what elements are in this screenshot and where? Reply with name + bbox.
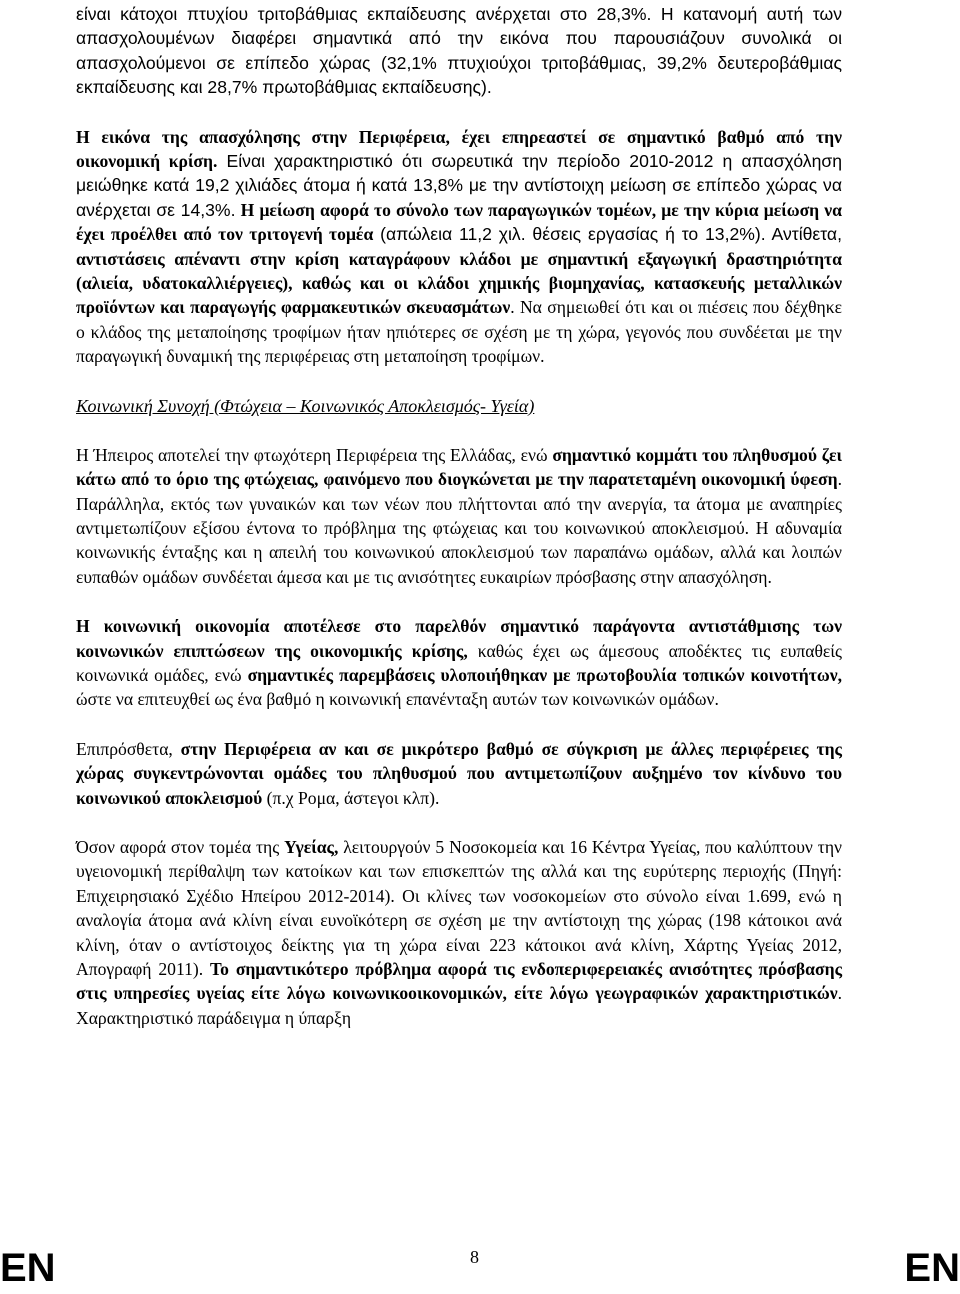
page-number: 8 bbox=[470, 1247, 479, 1267]
paragraph-health bbox=[76, 835, 842, 1030]
paragraph-spacer bbox=[76, 810, 842, 835]
bold-run: σημαντικές παρεμβάσεις υλοποιήθηκαν με πρωτοβουλία τοπικών κοινοτήτων, bbox=[247, 664, 842, 685]
paragraph-spacer bbox=[76, 100, 842, 125]
text-run: Επιπρόσθετα, bbox=[76, 738, 181, 759]
paragraph-spacer bbox=[76, 589, 842, 614]
text-run: καθώς έχει ως άμεσους αποδέκτες τις ευπαθείς κοινωνικά ομάδες, ενώ bbox=[76, 640, 842, 685]
text-run: λειτουργούν 5 Νοσοκομεία και 16 Κέντρα Υγείας, που καλύπτουν την υγειονομική περίθαλψη των κατοίκων και των επισκεπτών της αλλά και της ευρύτερης περιοχής (Πηγή: Επιχειρησιακό Σχέδιο Ηπείρου 2012-2014). Οι κλίνες των νοσοκομείων στο σύνολο είναι 1.699, ενώ η αναλογία άτομα ανά κλίνη είναι ευνοϊκότερη σε σχέση με την αντίστοιχη της χώρας (198 κάτοικοι ανά κλίνη, όταν ο αντίστοιχος δείκτης για τη χώρα είναι 223 κάτοικοι ανά κλίνη, Χάρτης Υγείας 2012, Απογραφή 2011). bbox=[76, 836, 842, 979]
bold-run: Η εικόνα της απασχόλησης στην Περιφέρεια, έχει επηρεαστεί σε σημαντικό βαθμό από την οικονομική κρίση. bbox=[76, 126, 842, 172]
text-run: (απώλεια 11,2 χιλ. θέσεις εργασίας ή το 13,2%). Αντίθετα, bbox=[373, 224, 842, 245]
bold-run: Υγείας, bbox=[284, 836, 339, 857]
footer-language-tag-left: EN bbox=[0, 1246, 56, 1290]
paragraph-spacer bbox=[76, 369, 842, 394]
bold-run: σημαντικό κομμάτι του πληθυσμού ζει κάτω από το όριο της φτώχειας, φαινόμενο που διογκώνεται με την παρατεταμένη οικονομική ύφεση bbox=[76, 444, 842, 490]
paragraph-poverty bbox=[76, 443, 842, 589]
bold-run: αντιστάσεις απέναντι στην κρίση καταγράφουν κλάδοι με σημαντική εξαγωγική δραστηριότητα (αλιεία, υδατοκαλλιέργειες), καθώς και οι κλάδοι χημικής βιομηχανίας, κατασκευής μεταλλικών προϊόντων και παραγωγής φαρμακευτικών σκευασμάτων bbox=[76, 248, 842, 318]
text-run: Η Ήπειρος αποτελεί την φτωχότερη Περιφέρεια της Ελλάδας, ενώ bbox=[76, 444, 553, 465]
section-heading: Κοινωνική Συνοχή (Φτώχεια – Κοινωνικός Αποκλεισμός- Υγεία) bbox=[76, 395, 535, 416]
document-page bbox=[76, 0, 842, 1030]
bold-run: Η μείωση αφορά το σύνολο των παραγωγικών τομέων, με την κύρια μείωση να έχει προέλθει από τον τριτογενή τομέα bbox=[76, 199, 842, 245]
paragraph-employment-education bbox=[76, 2, 842, 100]
footer-language-tag-right: EN bbox=[904, 1246, 960, 1290]
text-run: Είναι χαρακτηριστικό ότι σωρευτικά την περίοδο 2010-2012 η απασχόληση μειώθηκε κατά 19,2 χιλιάδες άτομα ή κατά 13,8% με την αντίστοιχη μείωση σε επίπεδο χώρας να ανέρχεται σε 14,3%. bbox=[76, 151, 842, 220]
paragraph-social-economy bbox=[76, 614, 842, 712]
text-run: . Παράλληλα, εκτός των γυναικών και των νέων που πλήττονται από την ανεργία, τα άτομα με αναπηρίες αντιμετωπίζουν εξίσου έντονα το πρόβλημα της φτώχειας και του κοινωνικού αποκλεισμού. Η αδυναμία κοινωνικής ένταξης και η απειλή του κοινωνικού αποκλεισμού των παραπάνω ομάδων, αλλά και λοιπών ευπαθών ομάδων συνδέεται άμεσα και με τις ανισότητες ευκαιρίων πρόσβασης στην απασχόληση. bbox=[76, 469, 842, 587]
text-run: (π.χ Ρομα, άστεγοι κλπ). bbox=[262, 787, 440, 808]
bold-run: Το σημαντικότερο πρόβλημα αφορά τις ενδοπεριφερειακές ανισότητες πρόσβασης στις υπηρεσίες υγείας είτε λόγω κοινωνικοοικονομικών, είτε λόγω γεωγραφικών χαρακτηριστικών bbox=[76, 959, 842, 1004]
bold-run: Η κοινωνική οικονομία αποτέλεσε στο παρελθόν σημαντικό παράγοντα αντιστάθμισης των κοινωνικών επιπτώσεων της οικονομικής κρίσης, bbox=[76, 616, 842, 661]
text-run: είναι κάτοχοι πτυχίου τριτοβάθμιας εκπαίδευσης ανέρχεται στο 28,3%. Η κατανομή αυτή των απασχολουμένων διαφέρει σημαντικά από την εικόνα που παρουσιάζουν συνολικά οι απασχολούμενοι σε επίπεδο χώρας (32,1% πτυχιούχοι τριτοβάθμιας, 39,2% δευτεροβάθμιας εκπαίδευσης και 28,7% πρωτοβάθμιας εκπαίδευσης). bbox=[76, 4, 842, 98]
text-run: Όσον αφορά στον τομέα της bbox=[76, 836, 285, 857]
paragraph-exclusion-groups bbox=[76, 737, 842, 810]
text-run: ώστε να επιτευχθεί ως ένα βαθμό η κοινωνική επανένταξη αυτών των κοινωνικών ομάδων. bbox=[76, 689, 719, 710]
text-run: . Χαρακτηριστικό παράδειγμα η ύπαρξη bbox=[76, 983, 842, 1028]
paragraph-spacer bbox=[76, 418, 842, 443]
paragraph-employment-crisis bbox=[76, 125, 842, 369]
text-run: . Να σημειωθεί ότι και οι πιέσεις που δέχθηκε ο κλάδος της μεταποίησης τροφίμων ήταν ηπιότερες σε σχέση με τη χώρα, γεγονός που συνδέεται με την παραγωγική δυναμική της περιφέρειας στη μεταποίηση τροφίμων. bbox=[76, 297, 842, 367]
paragraph-spacer bbox=[76, 712, 842, 737]
bold-run: στην Περιφέρεια αν και σε μικρότερο βαθμό σε σύγκριση με άλλες περιφέρειες της χώρας συγκεντρώνονται ομάδες του πληθυσμού που αντιμετωπίζουν αυξημένο τον κίνδυνο του κοινωνικού αποκλεισμού bbox=[76, 738, 842, 808]
